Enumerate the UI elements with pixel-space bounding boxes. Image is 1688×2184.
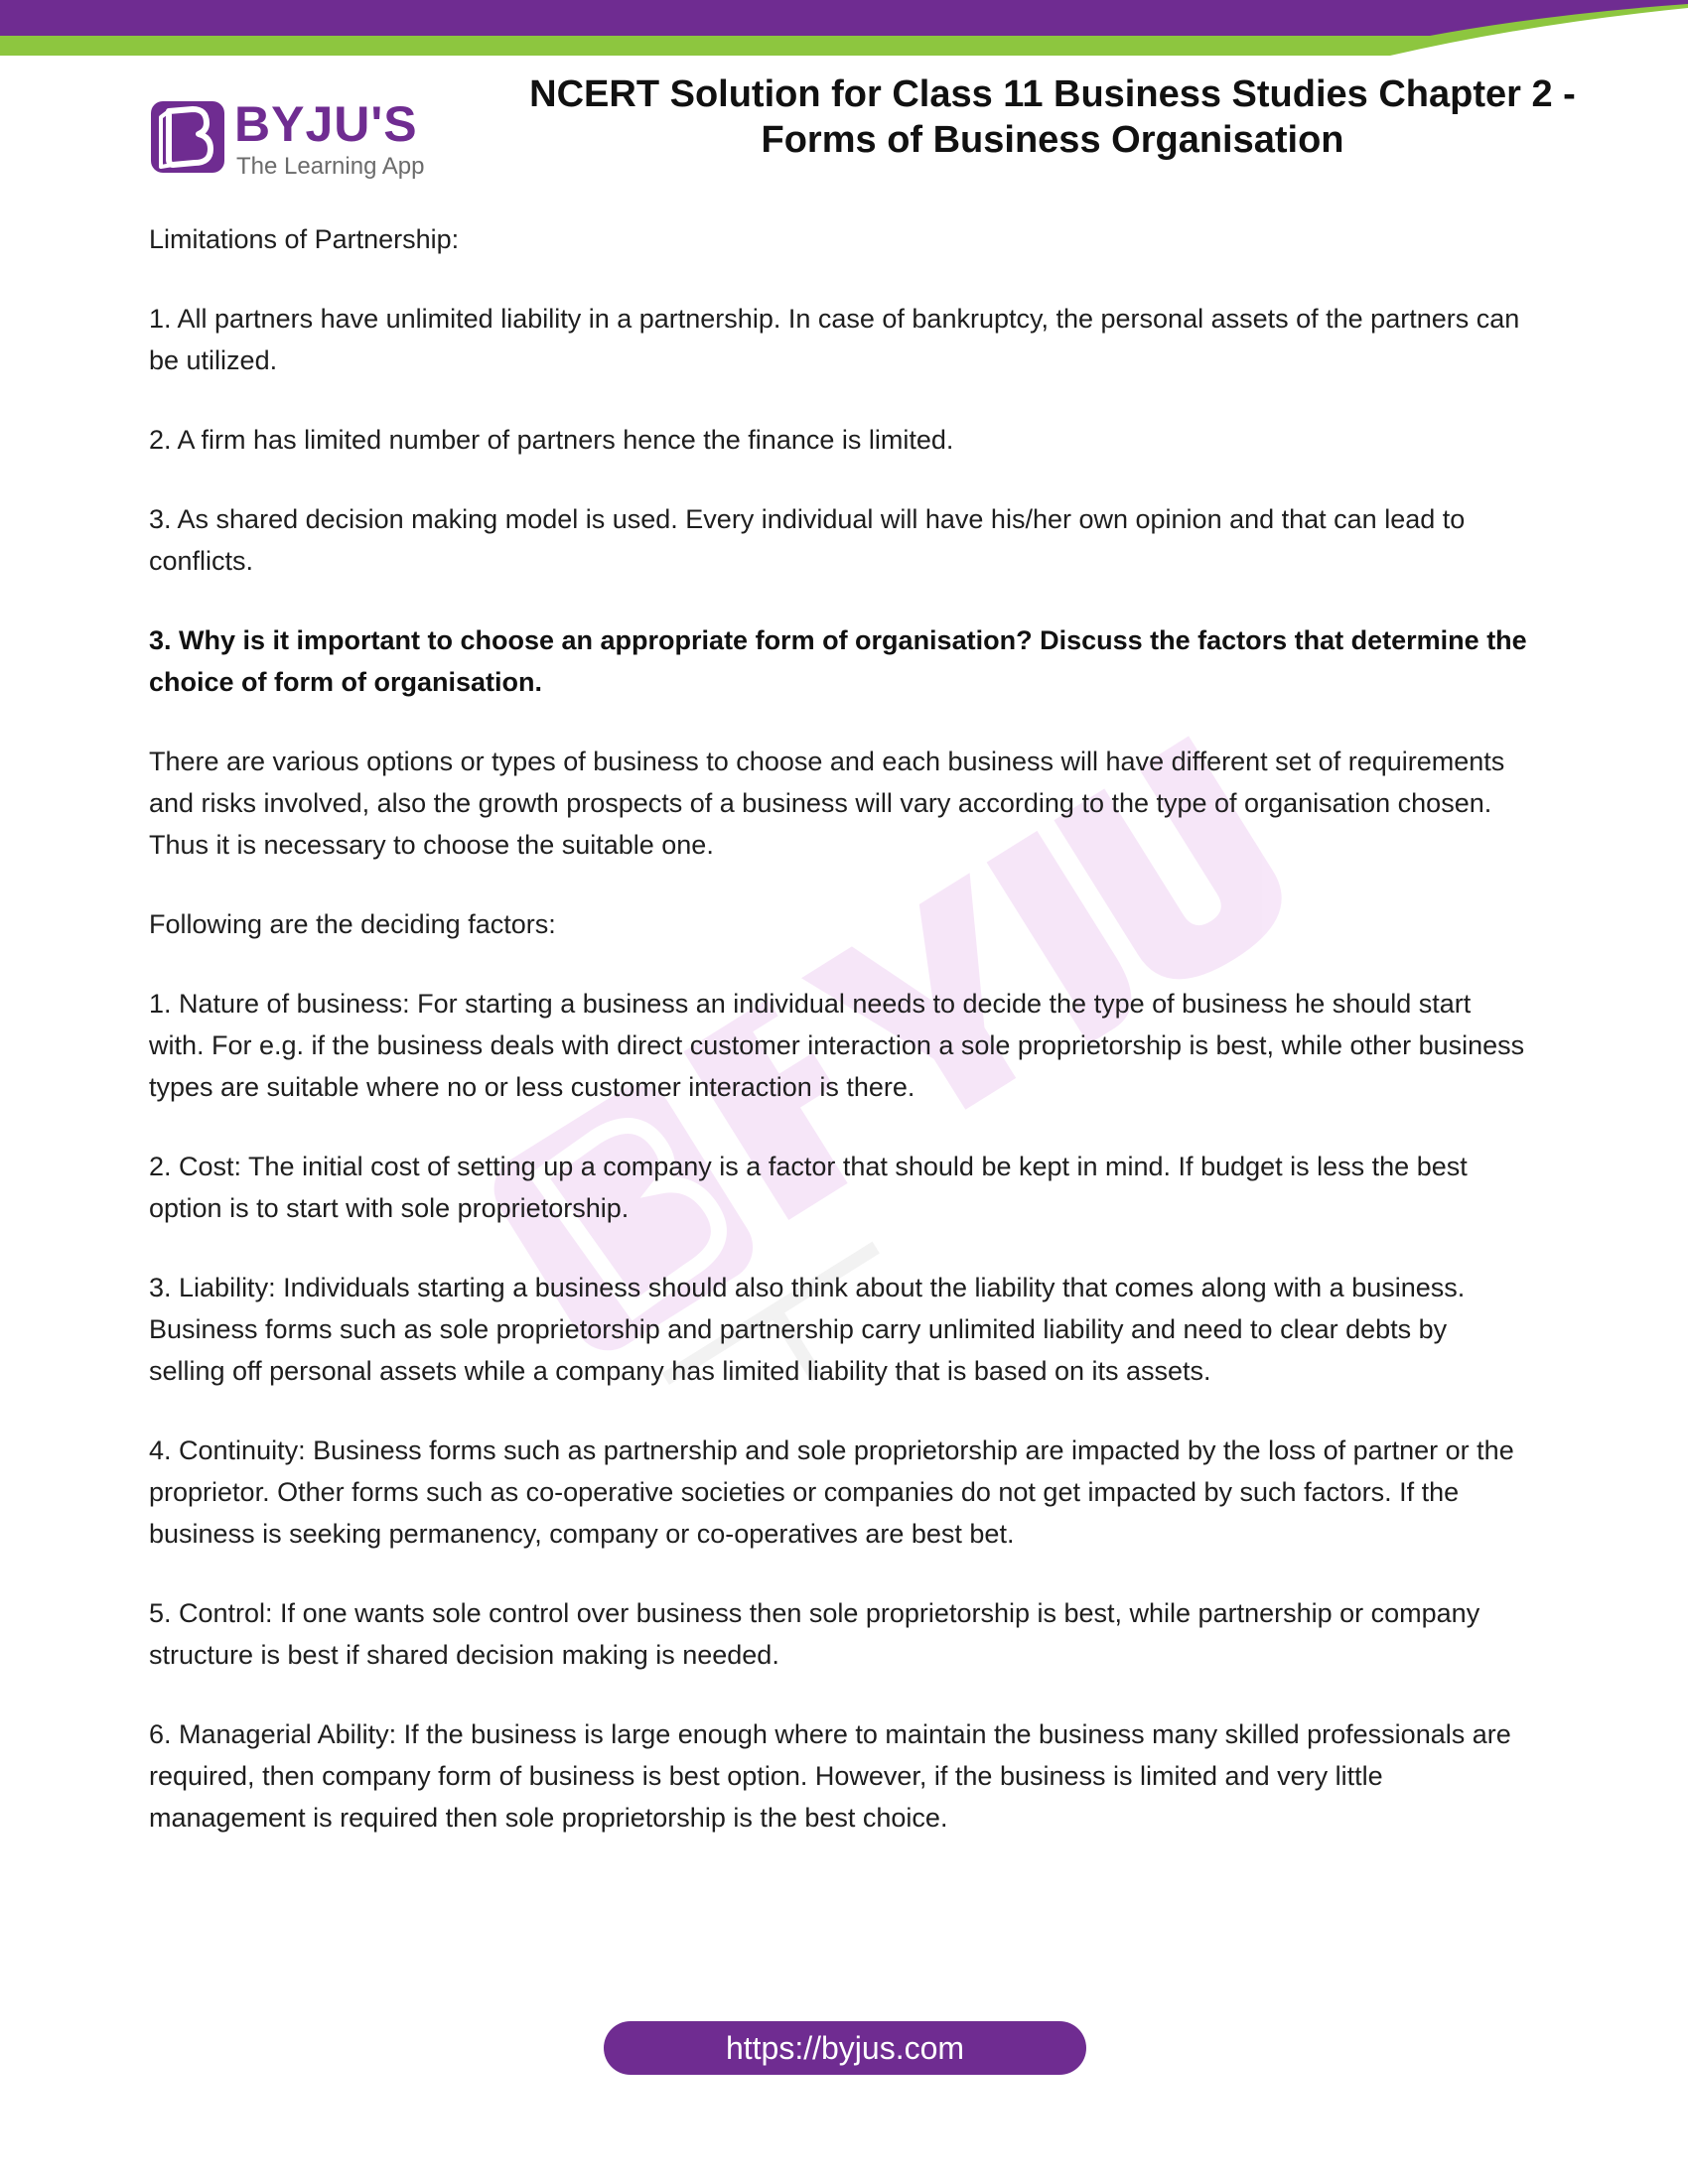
factor-item-liability: 3. Liability: Individuals starting a business should also think about the liability that comes along with a business. Business forms such as sole proprietorship and partnership carry unlimited liability and need to clear debts by selling off personal assets while a company has limited liability that is based on its assets. bbox=[149, 1273, 1466, 1386]
limitation-item: 2. A firm has limited number of partners hence the finance is limited. bbox=[149, 425, 954, 455]
logo-tagline: The Learning App bbox=[236, 153, 425, 180]
limitation-item: 1. All partners have unlimited liability in a partnership. In case of bankruptcy, the personal assets of the partners can be utilized. bbox=[149, 304, 1520, 375]
footer-url-link[interactable]: https://byjus.com bbox=[604, 2021, 1086, 2075]
answer-intro-paragraph: There are various options or types of business to choose and each business will have different set of requirements and risks involved, also the growth prospects of a business will vary according to the type of organisation chosen. Thus it is necessary to choose the suitable one. bbox=[149, 747, 1505, 860]
page-title-line-1: NCERT Solution for Class 11 Business Studies Chapter 2 - bbox=[529, 73, 1576, 115]
page-title bbox=[501, 71, 1604, 163]
document-body bbox=[149, 218, 1529, 1876]
page-header bbox=[0, 60, 1688, 199]
logo-wordmark: BYJU'S bbox=[234, 96, 418, 152]
factor-item-control: 5. Control: If one wants sole control over business then sole proprietorship is best, while partnership or company structure is best if shared decision making is needed. bbox=[149, 1598, 1480, 1670]
factor-item-nature-of-business: 1. Nature of business: For starting a business an individual needs to decide the type of business he should start with. For e.g. if the business deals with direct customer interaction a sole proprietorship is best, while other business types are suitable where no or less customer interaction is there. bbox=[149, 989, 1525, 1102]
page-title-line-2: Forms of Business Organisation bbox=[761, 119, 1344, 161]
factor-item-continuity: 4. Continuity: Business forms such as partnership and sole proprietorship are impacted by the loss of partner or the proprietor. Other forms such as co-operative societies or companies do not get impacted by such factors. If the business is seeking permanency, company or co-operatives are best bet. bbox=[149, 1435, 1514, 1549]
top-color-band bbox=[0, 0, 1688, 60]
byjus-b-mark-icon bbox=[149, 97, 228, 177]
factors-heading: Following are the deciding factors: bbox=[149, 909, 556, 939]
limitations-heading: Limitations of Partnership: bbox=[149, 224, 460, 254]
question-heading: 3. Why is it important to choose an appropriate form of organisation? Discuss the factors that determine the choice of form of organisation. bbox=[149, 625, 1527, 697]
factor-item-managerial-ability: 6. Managerial Ability: If the business is large enough where to maintain the business many skilled professionals are required, then company form of business is best option. However, if the business is limited and very little management is required then sole proprietorship is the best choice. bbox=[149, 1719, 1511, 1833]
limitation-item: 3. As shared decision making model is used. Every individual will have his/her own opinion and that can lead to conflicts. bbox=[149, 504, 1466, 576]
byjus-logo bbox=[149, 97, 437, 197]
factor-item-cost: 2. Cost: The initial cost of setting up a company is a factor that should be kept in mind. If budget is less the best option is to start with sole proprietorship. bbox=[149, 1152, 1468, 1223]
